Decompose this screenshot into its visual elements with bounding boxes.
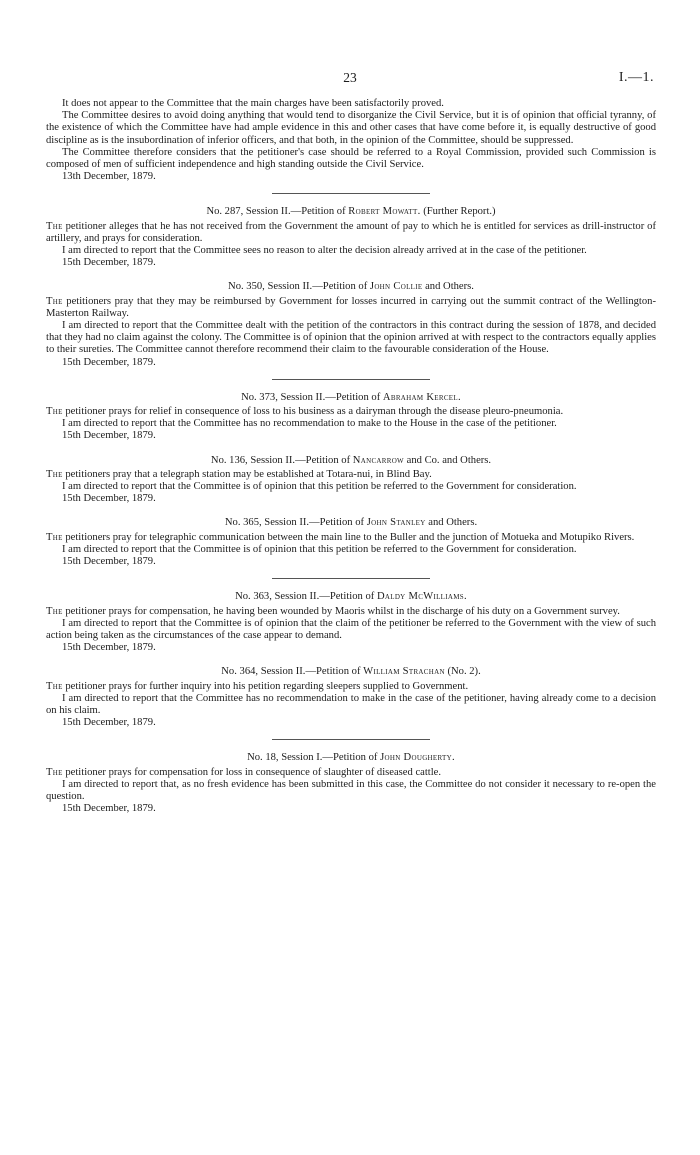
petition-title-suffix: and Others. bbox=[428, 517, 478, 529]
committee-report: I am directed to report that the Committee is of opinion that this petition be referred to the Government for consideration. bbox=[62, 481, 577, 493]
committee-report: I am directed to report that the Committee dealt with the petition of the contractors in this contract during the session of 1878, and decided that they had no claim against the colony. The Committee is of opinion that the opinion arrived at with respect to the contractors equally applies to their sureties. The Committee cannot therefore recommend their claim to the favourable consideration of the House. bbox=[46, 320, 656, 356]
prayer-text: petitioner prays for compensation, he having been wounded by Maoris whilst in the discharge of his duty on a Government survey. bbox=[65, 605, 620, 617]
prayer-lead: The bbox=[46, 531, 63, 543]
committee-report: I am directed to report that, as no fresh evidence has been submitted in this case, the Committee do not consider it necessary to re-open the question. bbox=[46, 778, 656, 802]
petition-title bbox=[46, 455, 656, 467]
petition-entry bbox=[46, 517, 656, 568]
petition-number: No. 365, Session II.—Petition of bbox=[224, 517, 365, 529]
petition-title bbox=[46, 517, 656, 529]
prayer-lead: The bbox=[46, 680, 63, 692]
prayer-lead: The bbox=[46, 468, 63, 480]
petitioner-name: William Strachan bbox=[363, 666, 445, 678]
intro-paragraph: It does not appear to the Committee that the main charges have been satisfactorily proved. bbox=[62, 98, 444, 109]
intro-section bbox=[46, 98, 656, 183]
prayer-text: petitioners pray that they may be reimbursed by Government for losses incurred in carrying out the summit contract of the Wellington-Masterton Railway. bbox=[46, 295, 656, 319]
petition-entry bbox=[46, 392, 656, 443]
petition-prayer bbox=[46, 406, 656, 418]
petition-entry bbox=[46, 206, 656, 269]
report-date: 15th December, 1879. bbox=[62, 493, 156, 505]
document-code: I.—1. bbox=[618, 70, 654, 85]
petition-prayer bbox=[46, 469, 656, 481]
report-date: 15th December, 1879. bbox=[62, 356, 156, 368]
petition-prayer bbox=[46, 296, 656, 320]
petition-prayer bbox=[46, 221, 656, 245]
petitioner-name: Robert Mowatt. bbox=[348, 206, 421, 218]
petition-entry bbox=[46, 666, 656, 729]
committee-report: I am directed to report that the Committee sees no reason to alter the decision already arrived at in the case of the petitioner. bbox=[62, 245, 587, 257]
petition-entry bbox=[46, 752, 656, 815]
report-date: 13th December, 1879. bbox=[62, 171, 156, 183]
intro-paragraph: The Committee desires to avoid doing anything that would tend to disorganize the Civil Service, but it is of opinion that official tyranny, of the existence of which the Committee have had ample evidence in this and other cases that have come before it, is equally destructive of good discipline as is the insubordination of inferior officers, and that both, in the opinion of the Committee, should be suppressed. bbox=[46, 110, 656, 146]
petition-entry bbox=[46, 455, 656, 506]
petition-prayer bbox=[46, 681, 656, 693]
prayer-text: petitioners pray that a telegraph station may be established at Totara-nui, in Blind Bay. bbox=[65, 468, 432, 480]
section-divider bbox=[272, 578, 430, 579]
report-date: 15th December, 1879. bbox=[62, 257, 156, 269]
petitioner-name: Abraham Kercel. bbox=[382, 391, 461, 403]
report-date: 15th December, 1879. bbox=[62, 803, 156, 815]
petition-number: No. 373, Session II.—Petition of bbox=[241, 391, 381, 403]
petition-title-suffix: (No. 2). bbox=[447, 666, 481, 678]
petition-entry bbox=[46, 281, 656, 368]
report-date: 15th December, 1879. bbox=[62, 717, 156, 729]
prayer-lead: The bbox=[46, 295, 63, 307]
petition-title-suffix: and Co. and Others. bbox=[406, 454, 492, 466]
section-divider bbox=[272, 739, 430, 740]
petition-number: No. 287, Session II.—Petition of bbox=[206, 206, 346, 218]
petition-title bbox=[46, 281, 656, 293]
prayer-lead: The bbox=[46, 605, 63, 617]
petitioner-name: John Collie bbox=[369, 281, 423, 293]
prayer-text: petitioners pray for telegraphic communication between the main line to the Buller and the junction of Motueka and Motupiko Rivers. bbox=[65, 531, 635, 543]
petitioner-name: Daldy McWilliams. bbox=[376, 591, 467, 603]
petition-prayer bbox=[46, 606, 656, 618]
petition-title bbox=[46, 392, 656, 404]
petition-title-suffix: and Others. bbox=[425, 281, 474, 293]
petition-entry bbox=[46, 591, 656, 654]
petition-prayer bbox=[46, 532, 656, 544]
prayer-text: petitioner prays for compensation for loss in consequence of slaughter of diseased cattle. bbox=[65, 766, 442, 778]
petition-title bbox=[46, 666, 656, 678]
petition-title-suffix: (Further Report.) bbox=[423, 206, 496, 218]
petition-number: No. 364, Session II.—Petition of bbox=[221, 666, 361, 678]
petition-prayer bbox=[46, 767, 656, 779]
petitioner-name: John Dougherty. bbox=[380, 752, 455, 764]
petition-number: No. 350, Session II.—Petition of bbox=[228, 281, 368, 293]
petition-title bbox=[46, 591, 656, 603]
page-header bbox=[0, 70, 700, 88]
page-number: 23 bbox=[343, 70, 357, 85]
report-body bbox=[46, 98, 656, 815]
report-date: 15th December, 1879. bbox=[62, 642, 156, 654]
petition-title bbox=[46, 206, 656, 218]
petition-number: No. 136, Session II.—Petition of bbox=[210, 454, 351, 466]
petition-number: No. 18, Session I.—Petition of bbox=[247, 752, 378, 764]
prayer-text: petitioner prays for relief in consequence of loss to his business as a dairyman through the disease pleuro-pneumonia. bbox=[65, 406, 564, 418]
prayer-lead: The bbox=[46, 220, 63, 232]
prayer-lead: The bbox=[46, 766, 63, 778]
prayer-text: petitioner alleges that he has not received from the Government the amount of pay to which he is entitled for services as drill-instructor of artillery, and prays for consideration. bbox=[46, 220, 656, 244]
section-divider bbox=[272, 193, 430, 194]
committee-report: I am directed to report that the Committee is of opinion that the claim of the petitioner be referred to the Government with the view of such action being taken as the circumstances of the case appear to demand. bbox=[46, 617, 656, 641]
committee-report: I am directed to report that the Committee has no recommendation to make to the House in the case of the petitioner. bbox=[62, 418, 557, 430]
petitioner-name: John Stanley bbox=[366, 517, 426, 529]
committee-report: I am directed to report that the Committee has no recommendation to make in the case of the petitioner, having already come to a decision on his claim. bbox=[46, 692, 656, 716]
intro-paragraph: The Committee therefore considers that the petitioner's case should be referred to a Royal Commission, provided such Commission is composed of men of sufficient independence and high standing outside the Civil Service. bbox=[46, 146, 656, 171]
prayer-text: petitioner prays for further inquiry into his petition regarding sleepers supplied to Government. bbox=[65, 680, 469, 692]
petition-number: No. 363, Session II.—Petition of bbox=[235, 591, 375, 603]
section-divider bbox=[272, 379, 430, 380]
petitioner-name: Nancarrow bbox=[352, 454, 404, 466]
prayer-lead: The bbox=[46, 406, 63, 418]
petition-title bbox=[46, 752, 656, 764]
report-date: 15th December, 1879. bbox=[62, 556, 156, 568]
committee-report: I am directed to report that the Committee is of opinion that this petition be referred to the Government for consideration. bbox=[62, 543, 577, 555]
report-date: 15th December, 1879. bbox=[62, 430, 156, 442]
